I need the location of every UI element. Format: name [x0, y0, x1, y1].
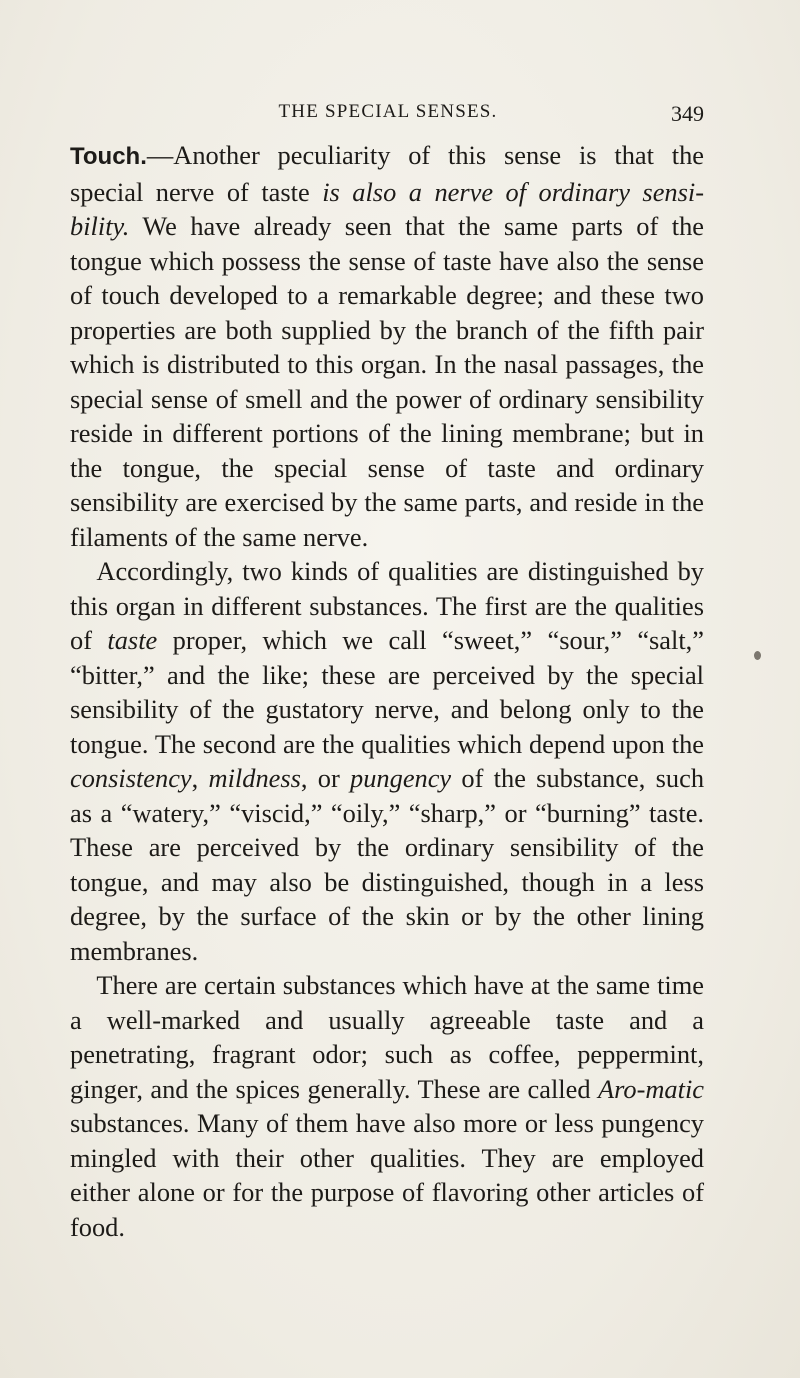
paragraph-text: ,: [191, 763, 209, 793]
emphasis-text: Aro-matic: [597, 1073, 704, 1104]
page-number: 349: [671, 101, 704, 126]
print-speck: [754, 651, 761, 660]
emphasis-text: pungency: [350, 763, 452, 793]
paragraph-touch: [70, 138, 704, 554]
paragraph-text: , or: [300, 763, 351, 793]
paragraph-text: Accordingly, two kinds of qualities are distinguished by this organ in different substances. The first are the qualities of: [70, 556, 704, 655]
paragraph-qualities: [70, 554, 704, 968]
emphasis-text: is also a nerve of ordinary sensi-bility.: [70, 176, 704, 241]
body-text: [70, 138, 704, 1244]
paragraph-aromatic: [70, 968, 704, 1244]
run-in-heading: Touch.: [70, 143, 147, 170]
running-title: THE SPECIAL SENSES.: [278, 101, 498, 122]
paragraph-text: There are certain substances which have at the same time a well-marked and usually agreeable taste and a penetrating, fragrant odor; such as coffee, peppermint, ginger, and the spices generally. These are called: [70, 970, 704, 1104]
running-head: [72, 101, 704, 131]
paragraph-text: proper, which we call “sweet,” “sour,” “salt,” “bitter,” and the like; these are perceived by the special sensibility of the gustatory nerve, and belong only to the tongue. The second are the qualities which depend upon the: [70, 625, 704, 759]
paragraph-text: We have already seen that the same parts of the tongue which possess the sense of taste have also the sense of touch developed to a remarkable degree; and these two properties are both supplied by the branch of the fifth pair which is distributed to this organ. In the nasal passages, the special sense of smell and the power of ordinary sensibility reside in different portions of the lining membrane; but in the tongue, the special sense of taste and ordinary sensibility are exercised by the same parts, and reside in the filaments of the same nerve.: [70, 211, 704, 552]
paragraph-text: —Another peculiarity of this sense is that the special nerve of taste: [70, 140, 704, 207]
paragraph-text: of the substance, such as a “watery,” “viscid,” “oily,” “sharp,” or “burning” taste. These are perceived by the ordinary sensibility of the tongue, and may also be distinguished, though in a less degree, by the surface of the skin or by the other lining membranes.: [70, 763, 705, 966]
paragraph-text: substances. Many of them have also more or less pungency mingled with their other qualities. They are employed either alone or for the purpose of flavoring other articles of food.: [70, 1108, 704, 1242]
emphasis-text: mildness: [208, 763, 301, 793]
emphasis-text: consistency: [70, 763, 192, 793]
emphasis-text: taste: [107, 625, 158, 655]
